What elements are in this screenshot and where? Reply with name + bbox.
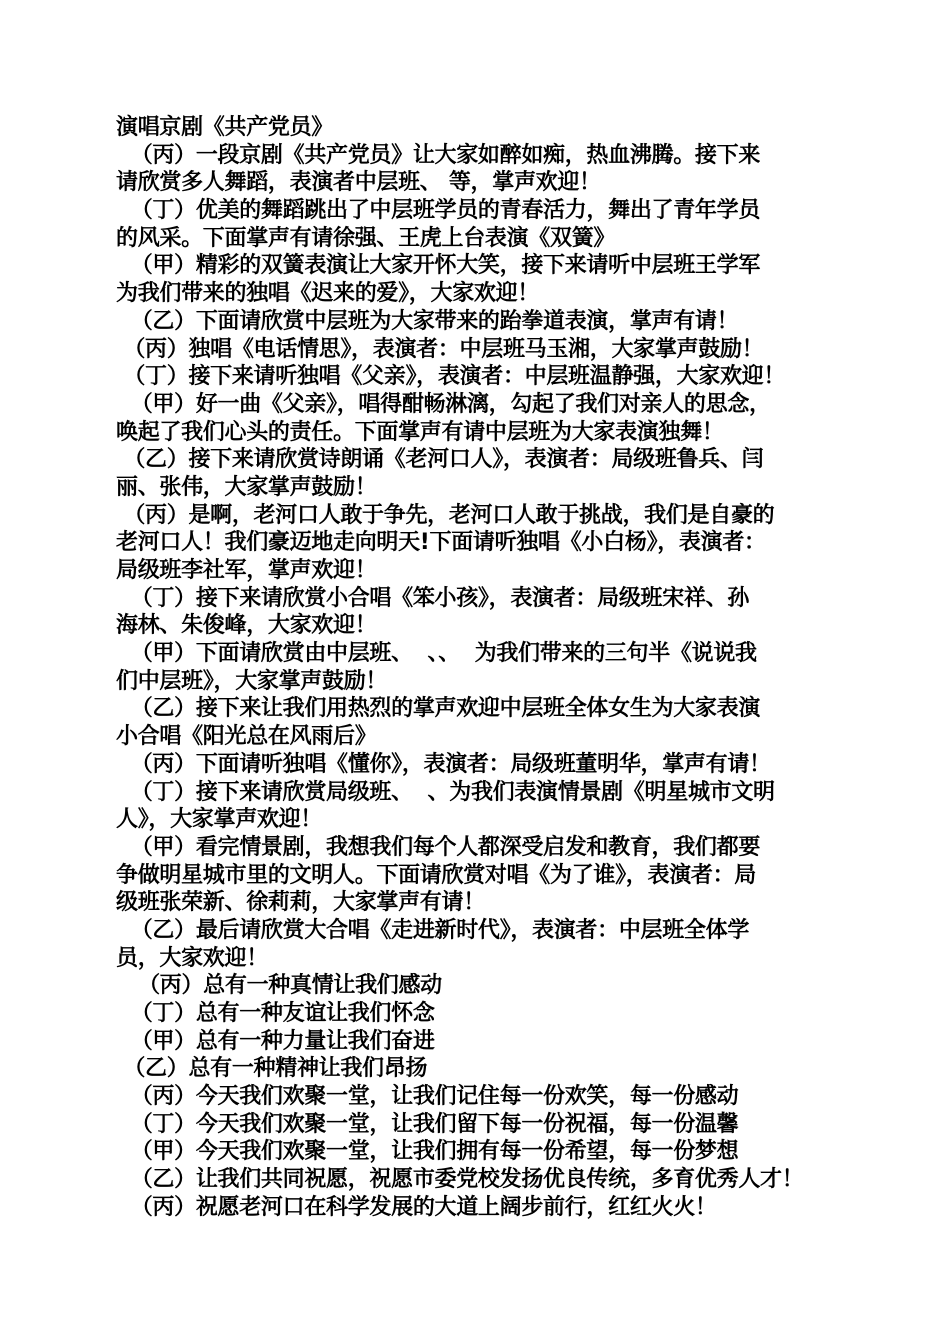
text-line: （丙）总有一种真情让我们感动: [116, 973, 442, 999]
text-line: （乙）总有一种精神让我们昂扬: [116, 1056, 428, 1082]
text-line: （甲）看完情景剧，我想我们每个人都深受启发和教育，我们都要: [116, 834, 761, 860]
text-line: （丁）今天我们欢聚一堂，让我们留下每一份祝福，每一份温馨: [116, 1111, 739, 1137]
text-line: 海林、朱俊峰，大家欢迎！: [116, 613, 377, 639]
text-line: 争做明星城市里的文明人。下面请欣赏对唱《为了谁》，表演者：局: [116, 862, 757, 888]
text-line: 的风采。下面掌声有请徐强、王虎上台表演《双簧》: [116, 225, 616, 251]
text-line: （丙）一段京剧《共产党员》让大家如醉如痴，热血沸腾。接下来: [116, 142, 761, 168]
text-line: （丁）总有一种友谊让我们怀念: [116, 1001, 435, 1026]
text-line: 们中层班》，大家掌声鼓励！: [116, 668, 388, 694]
text-line: 唤起了我们心头的责任。下面掌声有请中层班为大家表演独舞！: [116, 419, 724, 445]
text-line: 员，大家欢迎！: [116, 945, 268, 971]
text-line: （丁）接下来请欣赏小合唱《笨小孩》，表演者：局级班宋祥、孙: [116, 585, 750, 611]
text-line: 老河口人！我们豪迈地走向明天!下面请听独唱《小白杨》，表演者：: [116, 530, 766, 556]
text-line: （乙）接下来让我们用热烈的掌声欢迎中层班全体女生为大家表演: [116, 696, 761, 722]
text-line: 请欣赏多人舞蹈，表演者中层班、 等，掌声欢迎！: [116, 170, 601, 196]
text-line: （甲）好一曲《父亲》，唱得酣畅淋漓，勾起了我们对亲人的思念，: [116, 391, 771, 417]
script-text: [116, 114, 846, 1222]
text-line: 丽、张伟，大家掌声鼓励！: [116, 474, 377, 500]
text-line: 人》，大家掌声欢迎！: [116, 807, 323, 833]
text-line: 演唱京剧《共产党员》: [116, 115, 334, 140]
text-line: （甲）总有一种力量让我们奋进: [116, 1028, 435, 1054]
text-line: （丁）接下来请欣赏局级班、 、为我们表演情景剧《明星城市文明: [116, 779, 775, 805]
text-line: （乙）让我们共同祝愿，祝愿市委党校发扬优良传统，多育优秀人才！: [116, 1167, 804, 1193]
text-line: 为我们带来的独唱《迟来的爱》，大家欢迎！: [116, 281, 540, 307]
text-line: （甲）精彩的双簧表演让大家开怀大笑，接下来请听中层班王学军: [116, 253, 761, 279]
text-line: （乙）下面请欣赏中层班为大家带来的跆拳道表演，掌声有请！: [116, 308, 739, 334]
text-line: 局级班李社军，掌声欢迎！: [116, 558, 377, 583]
text-line: （乙）最后请欣赏大合唱《走进新时代》，表演者：中层班全体学: [116, 917, 750, 943]
text-line: （丁）接下来请听独唱《父亲》，表演者：中层班温静强，大家欢迎！: [116, 364, 786, 390]
text-line: （丙）独唱《电话情思》，表演者：中层班马玉湘，大家掌声鼓励！: [116, 336, 764, 362]
text-line: （甲）今天我们欢聚一堂，让我们拥有每一份希望，每一份梦想: [116, 1139, 739, 1165]
text-line: 级班张荣新、徐莉莉，大家掌声有请！: [116, 890, 485, 916]
text-line: （乙）接下来请欣赏诗朗诵《老河口人》，表演者：局级班鲁兵、闫: [116, 447, 764, 473]
text-line: 小合唱《阳光总在风雨后》: [116, 724, 377, 750]
text-line: （丙）今天我们欢聚一堂，让我们记住每一份欢笑，每一份感动: [116, 1084, 739, 1110]
text-line: （丁）优美的舞蹈跳出了中层班学员的青春活力，舞出了青年学员: [116, 198, 761, 224]
text-line: （丙）是啊，老河口人敢于争先，老河口人敢于挑战，我们是自豪的: [116, 502, 775, 528]
text-line: （丙）祝愿老河口在科学发展的大道上阔步前行，红红火火！: [116, 1194, 717, 1220]
text-line: （丙）下面请听独唱《懂你》，表演者：局级班董明华，掌声有请！: [116, 751, 771, 777]
text-line: （甲）下面请欣赏由中层班、 、、 为我们带来的三句半《说说我: [116, 641, 757, 667]
